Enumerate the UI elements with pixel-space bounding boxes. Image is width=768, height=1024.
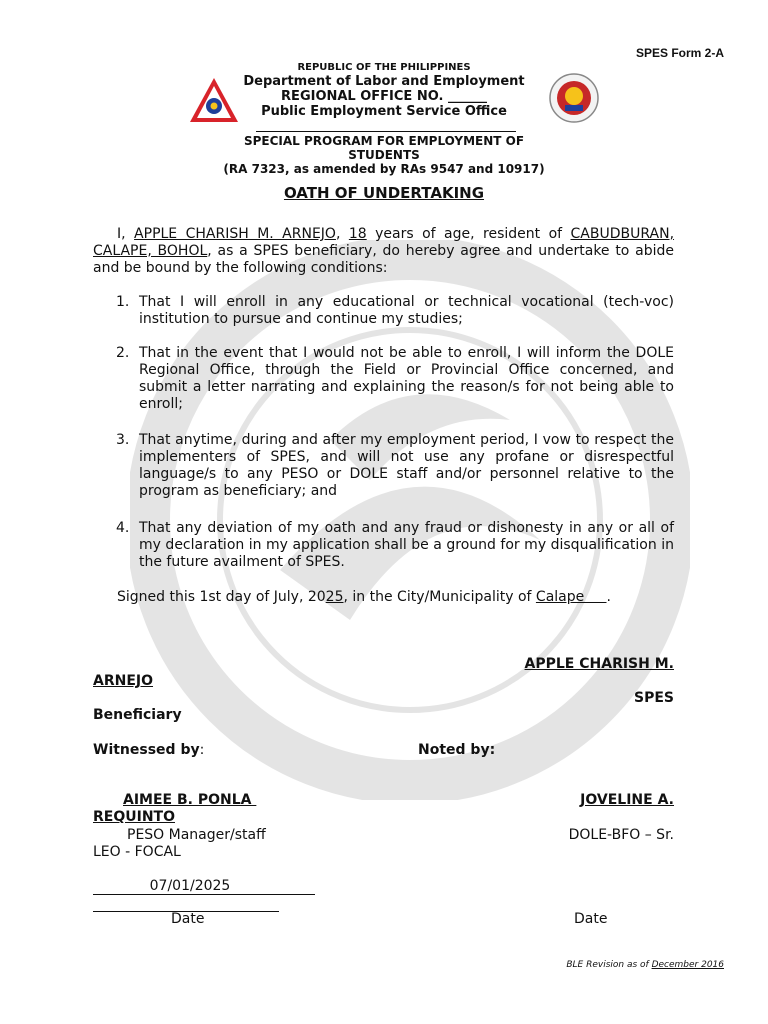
witnessed-by-label: Witnessed by:	[93, 742, 205, 758]
date-label-left: Date	[171, 911, 205, 927]
beneficiary-signature-name: APPLE CHARISH M. ARNEJO	[93, 656, 674, 689]
signed-paragraph: Signed this 1st day of July, 2025, in the City/Municipality of Calape .	[117, 589, 611, 605]
form-code: SPES Form 2-A	[635, 46, 724, 60]
regional-office-line: REGIONAL OFFICE NO. ______	[281, 89, 487, 104]
date-label-right: Date	[574, 911, 608, 927]
office-line: Public Employment Service Office	[261, 104, 507, 119]
noted-by-label: Noted by:	[418, 742, 496, 758]
beneficiary-role: SPES Beneficiary	[93, 690, 674, 723]
year-field: 25	[325, 589, 344, 605]
program-line: SPECIAL PROGRAM FOR EMPLOYMENT OF STUDENTS	[243, 134, 525, 162]
address-field: CABUDBURAN, CALAPE, BOHOL	[93, 226, 675, 259]
witness-role-cont: LEO - FOCAL	[93, 844, 181, 860]
date-underline	[93, 894, 315, 895]
witness-role: PESO Manager/staff	[127, 827, 266, 843]
city-field: Calape	[535, 589, 607, 605]
page-title: OATH OF UNDERTAKING	[283, 184, 485, 202]
witness-name: AIMEE B. PONLA	[123, 792, 257, 808]
condition-item: 1. That I will enroll in any educational or technical vocational (tech-voc) institution to pursue and continue my studies;	[116, 294, 674, 327]
law-line: (RA 7323, as amended by RAs 9547 and 10917)	[223, 162, 545, 176]
header-rule	[256, 131, 516, 132]
condition-item: 2. That in the event that I would not be able to enroll, I will inform the DOLE Regional Office, through the Field or Provincial Office concerned, and submit a letter narrating and explaining the reason/s for not being able to enroll;	[116, 345, 674, 412]
beneficiary-name-field: APPLE CHARISH M. ARNEJO	[134, 226, 336, 242]
noter-role: DOLE-BFO – Sr.	[568, 827, 674, 843]
revision-note: BLE Revision as of December 2016	[566, 960, 724, 970]
intro-paragraph: I, APPLE CHARISH M. ARNEJO, 18 years of age, resident of CABUDBURAN, CALAPE, BOHOL, as a SPES beneficiary, do hereby agree and undertake to abide and be bound by the following conditions:	[93, 226, 675, 276]
condition-item: 3. That anytime, during and after my employment period, I vow to respect the implementers of SPES, and will not use any profane or disrespectful language/s to any PESO or DOLE staff and/or personnel relative to the program as beneficiary; and	[116, 432, 674, 499]
department-line: Department of Labor and Employment	[243, 74, 525, 89]
noter-name: JOVELINE A.	[580, 792, 674, 808]
age-field: 18	[348, 226, 367, 242]
condition-item: 4. That any deviation of my oath and any fraud or dishonesty in any or all of my declaration in my application shall be a ground for my disqualification in the future availment of SPES.	[116, 520, 674, 570]
date-value: 07/01/2025	[149, 878, 231, 894]
witness-name-cont: REQUINTO	[93, 809, 175, 825]
republic-line: REPUBLIC OF THE PHILIPPINES	[297, 62, 471, 73]
